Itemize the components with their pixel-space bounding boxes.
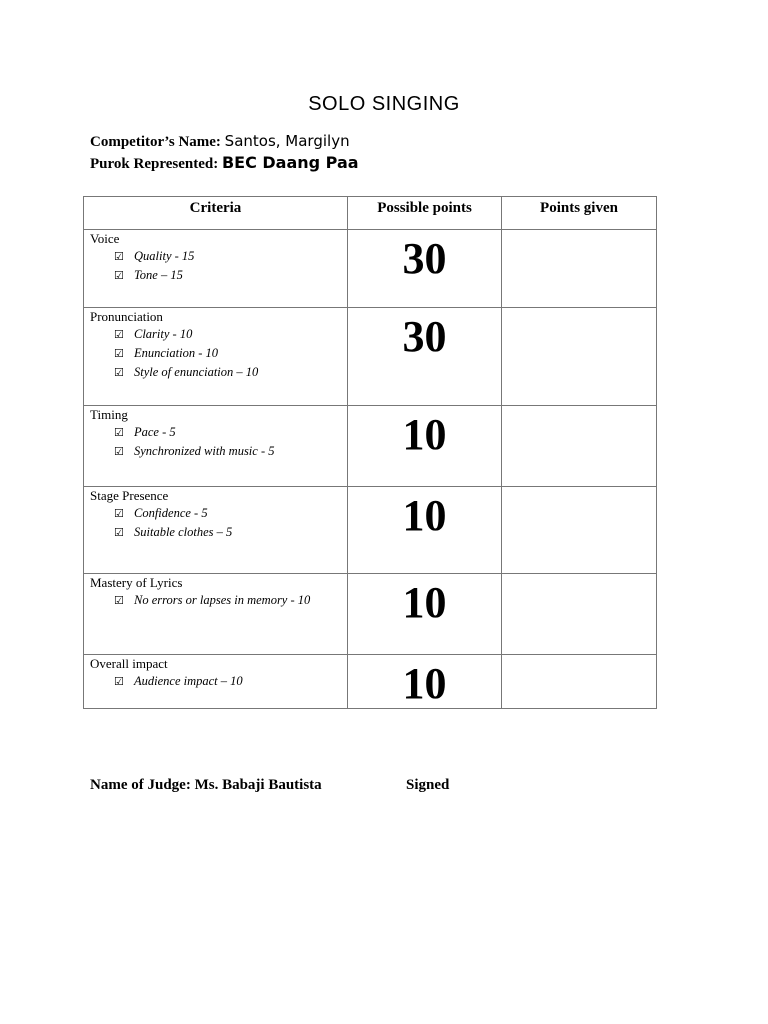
- criteria-cell: [84, 574, 348, 655]
- sub-criteria-item: [90, 247, 347, 266]
- sub-criteria-label: Enunciation - 10: [134, 346, 219, 360]
- criteria-cell: [84, 406, 348, 487]
- checkbox-checked-icon: ☑: [114, 426, 124, 439]
- table-row: [84, 406, 657, 487]
- checkbox-checked-icon: ☑: [114, 526, 124, 539]
- header-points-given: Points given: [502, 197, 657, 230]
- points-given-cell[interactable]: [502, 655, 657, 709]
- competitor-name-value: Santos, Margilyn: [224, 132, 350, 150]
- table-row: [84, 487, 657, 574]
- possible-points-value: 10: [348, 655, 502, 709]
- table-row: [84, 655, 657, 709]
- table-row: [84, 308, 657, 406]
- criteria-cell: [84, 230, 348, 308]
- scoring-table: [83, 196, 657, 709]
- sub-criteria-item: [90, 591, 347, 610]
- criteria-name: Mastery of Lyrics: [90, 575, 183, 590]
- sub-criteria-label: Confidence - 5: [134, 506, 208, 520]
- criteria-cell: [84, 487, 348, 574]
- points-given-cell[interactable]: [502, 230, 657, 308]
- purok-line: [90, 153, 359, 173]
- checkbox-checked-icon: ☑: [114, 675, 124, 688]
- sub-criteria-label: Pace - 5: [134, 425, 176, 439]
- sub-criteria-label: Tone – 15: [134, 268, 183, 282]
- document-title: SOLO SINGING: [308, 93, 460, 115]
- sub-criteria-item: [90, 363, 347, 382]
- sub-criteria-label: Clarity - 10: [134, 327, 193, 341]
- points-given-cell[interactable]: [502, 406, 657, 487]
- checkbox-checked-icon: ☑: [114, 594, 124, 607]
- criteria-name: Pronunciation: [90, 309, 163, 324]
- sub-criteria-item: [90, 504, 347, 523]
- header-criteria: Criteria: [84, 197, 348, 230]
- table-header-row: [84, 197, 657, 230]
- sub-criteria-item: [90, 325, 347, 344]
- criteria-name: Timing: [90, 407, 128, 422]
- possible-points-value: 30: [348, 230, 502, 308]
- checkbox-checked-icon: ☑: [114, 250, 124, 263]
- criteria-cell: [84, 655, 348, 709]
- sub-criteria-item: [90, 344, 347, 363]
- possible-points-value: 10: [348, 574, 502, 655]
- competitor-name-label: Competitor’s Name:: [90, 134, 221, 150]
- checkbox-checked-icon: ☑: [114, 366, 124, 379]
- purok-value: BEC Daang Paa: [221, 153, 359, 172]
- criteria-name: Overall impact: [90, 656, 168, 671]
- sub-criteria-label: Synchronized with music - 5: [134, 444, 275, 458]
- possible-points-value: 30: [348, 308, 502, 406]
- sub-criteria-label: Audience impact – 10: [134, 674, 243, 688]
- header-possible-points: Possible points: [348, 197, 502, 230]
- sub-criteria-label: No errors or lapses in memory - 10: [134, 593, 311, 607]
- checkbox-checked-icon: ☑: [114, 269, 124, 282]
- possible-points-value: 10: [348, 406, 502, 487]
- table-row: [84, 230, 657, 308]
- criteria-name: Stage Presence: [90, 488, 169, 503]
- checkbox-checked-icon: ☑: [114, 445, 124, 458]
- criteria-cell: [84, 308, 348, 406]
- points-given-cell[interactable]: [502, 308, 657, 406]
- sub-criteria-item: [90, 423, 347, 442]
- sub-criteria-item: [90, 442, 347, 461]
- checkbox-checked-icon: ☑: [114, 328, 124, 341]
- sub-criteria-item: [90, 523, 347, 542]
- possible-points-value: 10: [348, 487, 502, 574]
- checkbox-checked-icon: ☑: [114, 507, 124, 520]
- purok-label: Purok Represented:: [90, 156, 219, 172]
- sub-criteria-item: [90, 266, 347, 285]
- sub-criteria-item: [90, 672, 347, 691]
- sub-criteria-label: Suitable clothes – 5: [134, 525, 233, 539]
- table-row: [84, 574, 657, 655]
- judge-name: Name of Judge: Ms. Babaji Bautista: [90, 777, 322, 793]
- points-given-cell[interactable]: [502, 487, 657, 574]
- sub-criteria-label: Style of enunciation – 10: [134, 365, 259, 379]
- signed-label: Signed: [406, 777, 450, 793]
- competitor-name-line: [90, 132, 350, 151]
- criteria-name: Voice: [90, 231, 120, 246]
- checkbox-checked-icon: ☑: [114, 347, 124, 360]
- points-given-cell[interactable]: [502, 574, 657, 655]
- sub-criteria-label: Quality - 15: [134, 249, 195, 263]
